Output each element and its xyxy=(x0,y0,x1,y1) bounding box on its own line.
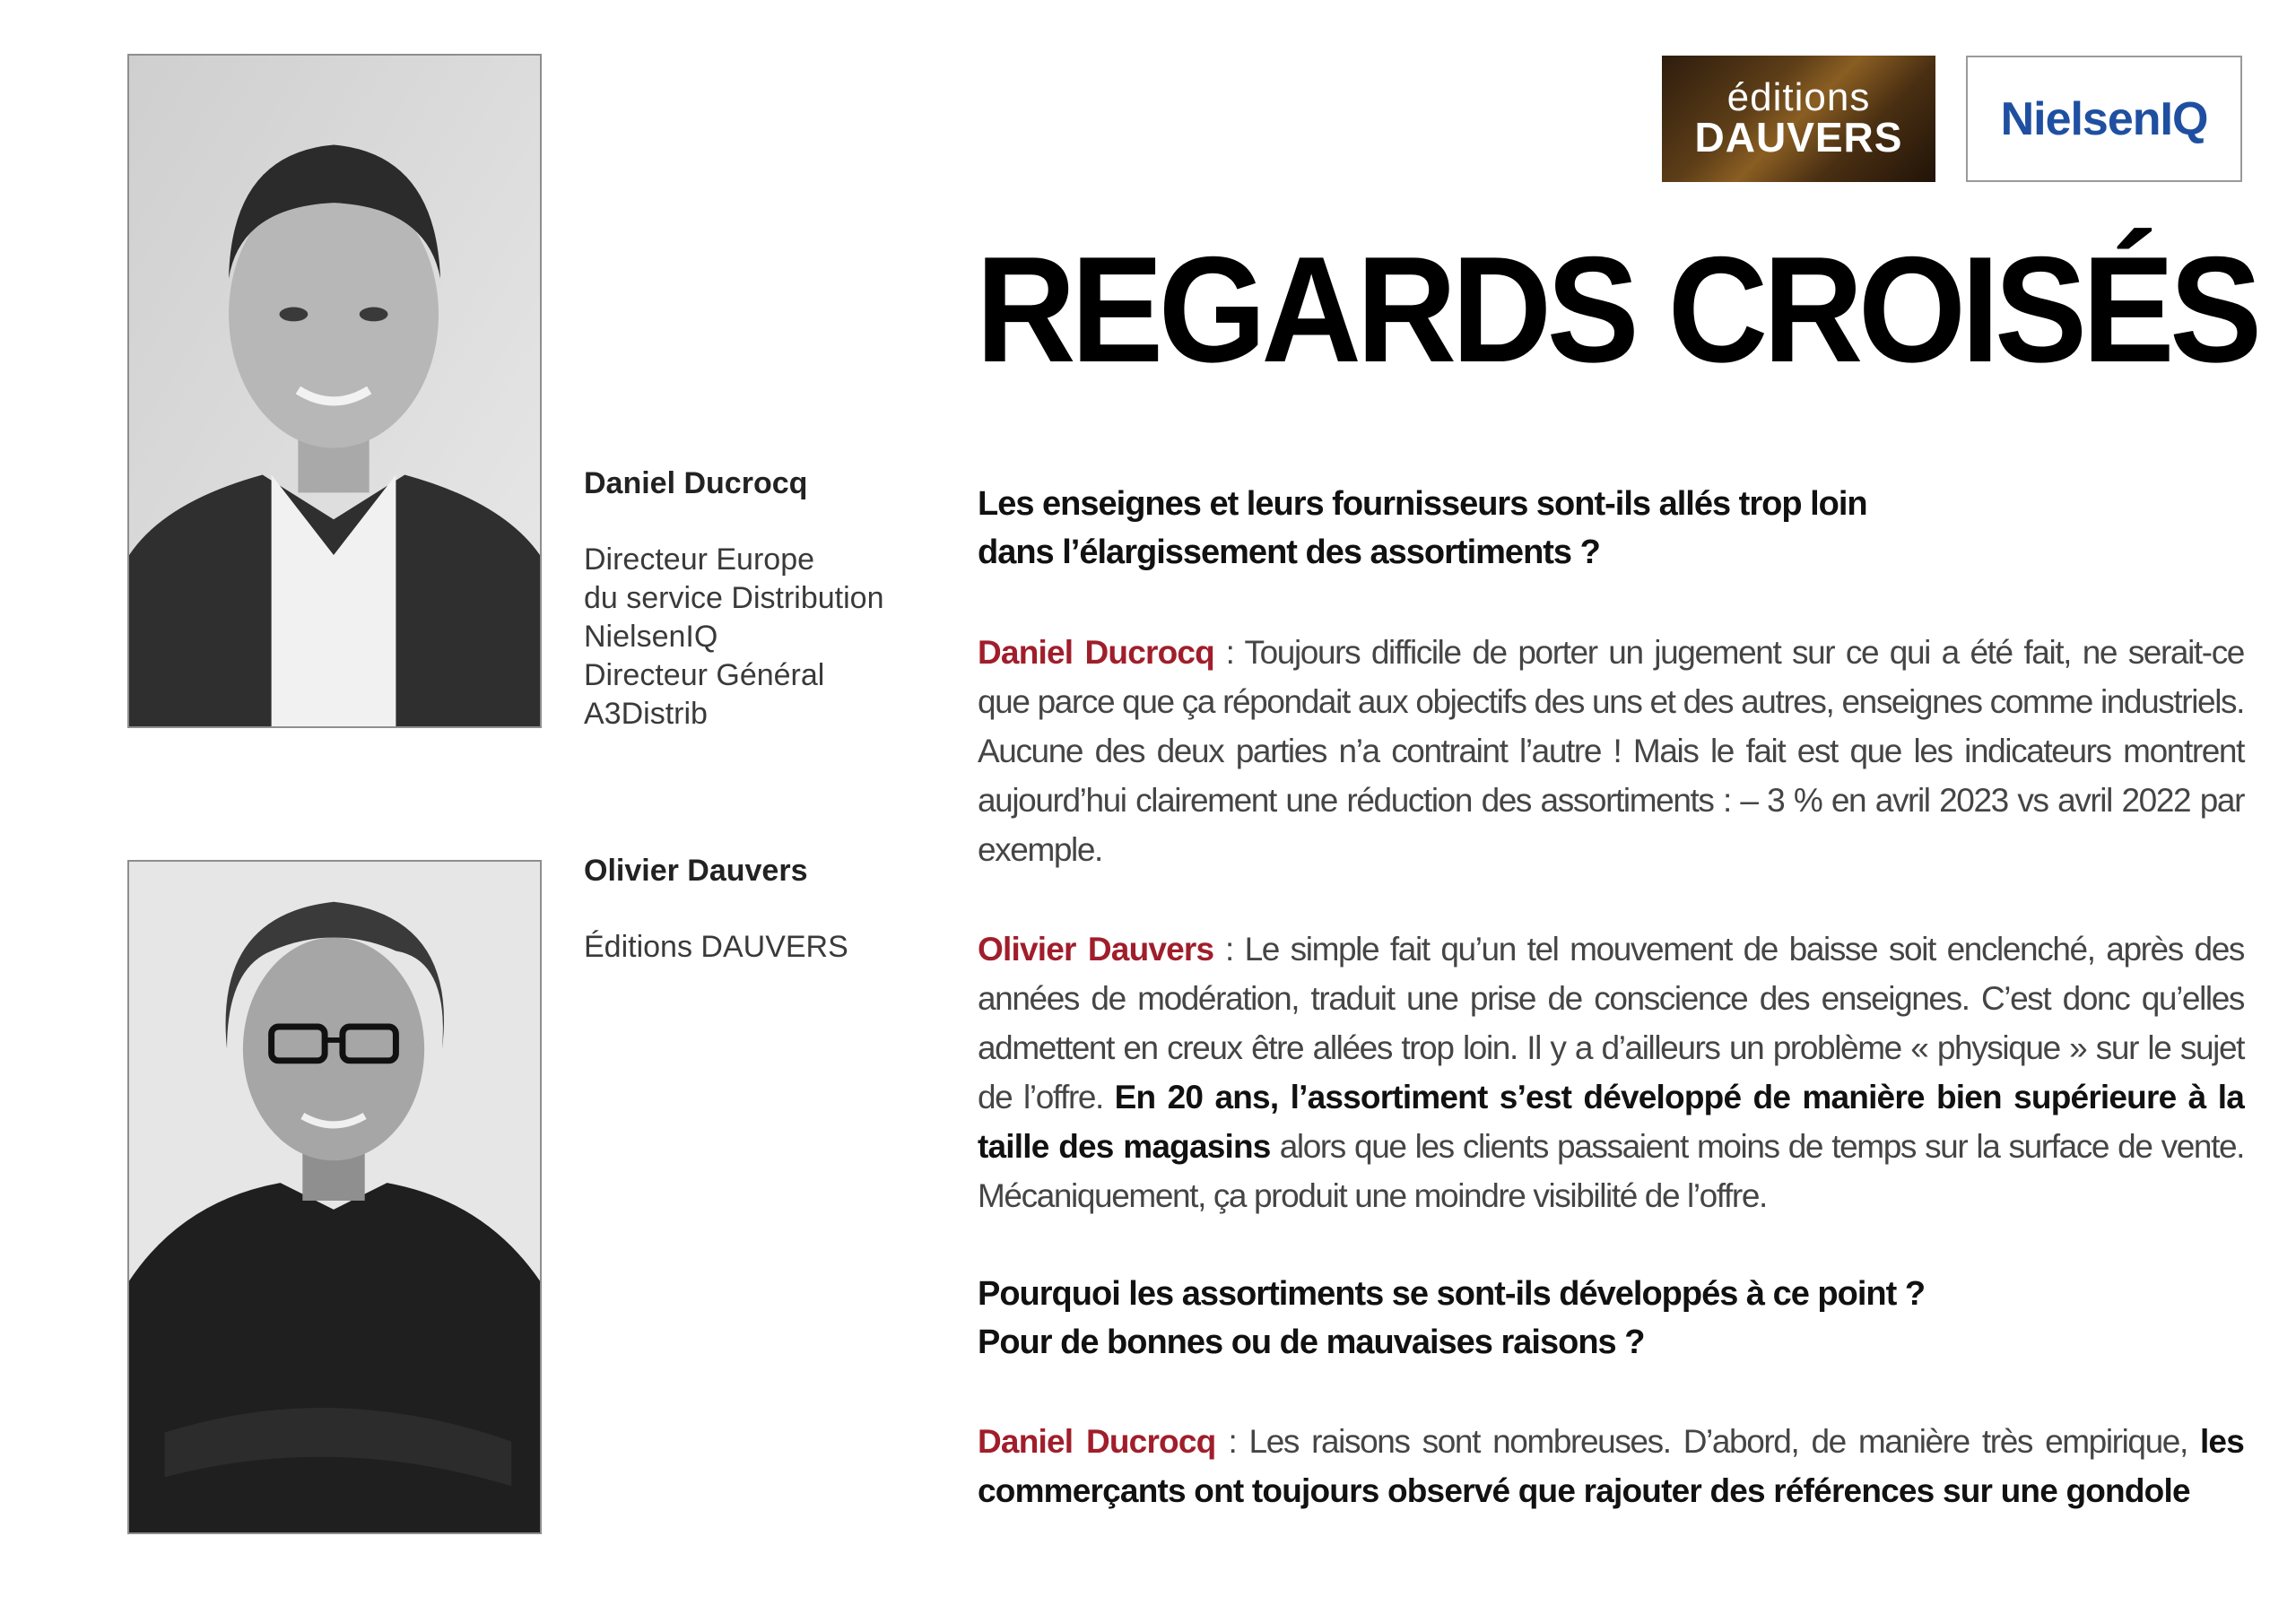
question-heading xyxy=(978,480,2251,577)
answer-paragraph xyxy=(978,1417,2244,1515)
logo-text: NielsenIQ xyxy=(2000,92,2208,145)
speaker-name: Daniel Ducrocq xyxy=(978,1423,1216,1460)
question-line: dans l’élargissement des assortiments ? xyxy=(978,534,1600,571)
speaker-name: Daniel Ducrocq xyxy=(978,634,1214,671)
editions-dauvers-logo xyxy=(1662,56,1935,182)
role-line: A3Distrib xyxy=(584,697,708,731)
question-heading xyxy=(978,1270,2251,1367)
answer-text: : Toujours difficile de porter un jugement sur ce qui a été fait, ne serait-ce que parce que ça répondait aux objectifs des uns et des autres, enseignes comme industriels. Aucune des deux parties n’a contraint l’autre ! Mais le fait est que les indicateurs montrent aujourd’hui clairement une réduction des assortiments : – 3 % en avril 2023 vs avril 2022 par exemple. xyxy=(978,634,2244,868)
role-line: NielsenIQ xyxy=(584,620,718,654)
nielseniq-logo xyxy=(1966,56,2242,182)
role-line: Directeur Europe xyxy=(584,542,815,577)
answer-text: alors que les clients passaient moins de temps sur la surface de vente. Mécaniquement, ça produit une moindre visibilité de l’offre. xyxy=(978,1128,2245,1214)
page-title: REGARDS CROISÉS xyxy=(976,225,2257,394)
question-line: Les enseignes et leurs fournisseurs sont-ils allés trop loin xyxy=(978,485,1867,523)
answer-highlight: En 20 ans, l’assortiment s’est développé de manière bien supérieure à la taille des magasins xyxy=(978,1079,2244,1165)
role-line: Directeur Général xyxy=(584,658,825,692)
role-line: Éditions DAUVERS xyxy=(584,930,848,964)
question-line: Pourquoi les assortiments se sont-ils développés à ce point ? xyxy=(978,1275,1926,1313)
person-name: Olivier Dauvers xyxy=(584,854,808,888)
logo-line: éditions xyxy=(1726,75,1871,119)
answer-paragraph xyxy=(978,628,2244,874)
question-line: Pour de bonnes ou de mauvaises raisons ? xyxy=(978,1324,1645,1361)
answer-text: : Le simple fait qu’un tel mouvement de baisse soit enclenché, après des années de modération, traduit une prise de conscience des enseignes. C’est donc qu’elles admettent en creux être allées trop loin. Il y a d’ailleurs un problème « physique » sur le sujet de l’offre. xyxy=(978,931,2244,1115)
logo-line: DAUVERS xyxy=(1694,114,1903,161)
role-line: du service Distribution xyxy=(584,581,884,615)
answer-text: : Les raisons sont nombreuses. D’abord, de manière très empirique, xyxy=(1215,1423,2200,1460)
answer-paragraph xyxy=(978,924,2244,1220)
speaker-name: Olivier Dauvers xyxy=(978,931,1214,968)
answer-highlight: les commerçants ont toujours observé que rajouter des références sur une gondole xyxy=(978,1423,2244,1509)
caption-daniel-ducrocq xyxy=(584,464,943,733)
portrait-olivier-dauvers xyxy=(127,860,542,1534)
person-name: Daniel Ducrocq xyxy=(584,466,808,500)
portrait-daniel-ducrocq xyxy=(127,54,542,728)
caption-olivier-dauvers xyxy=(584,852,943,967)
